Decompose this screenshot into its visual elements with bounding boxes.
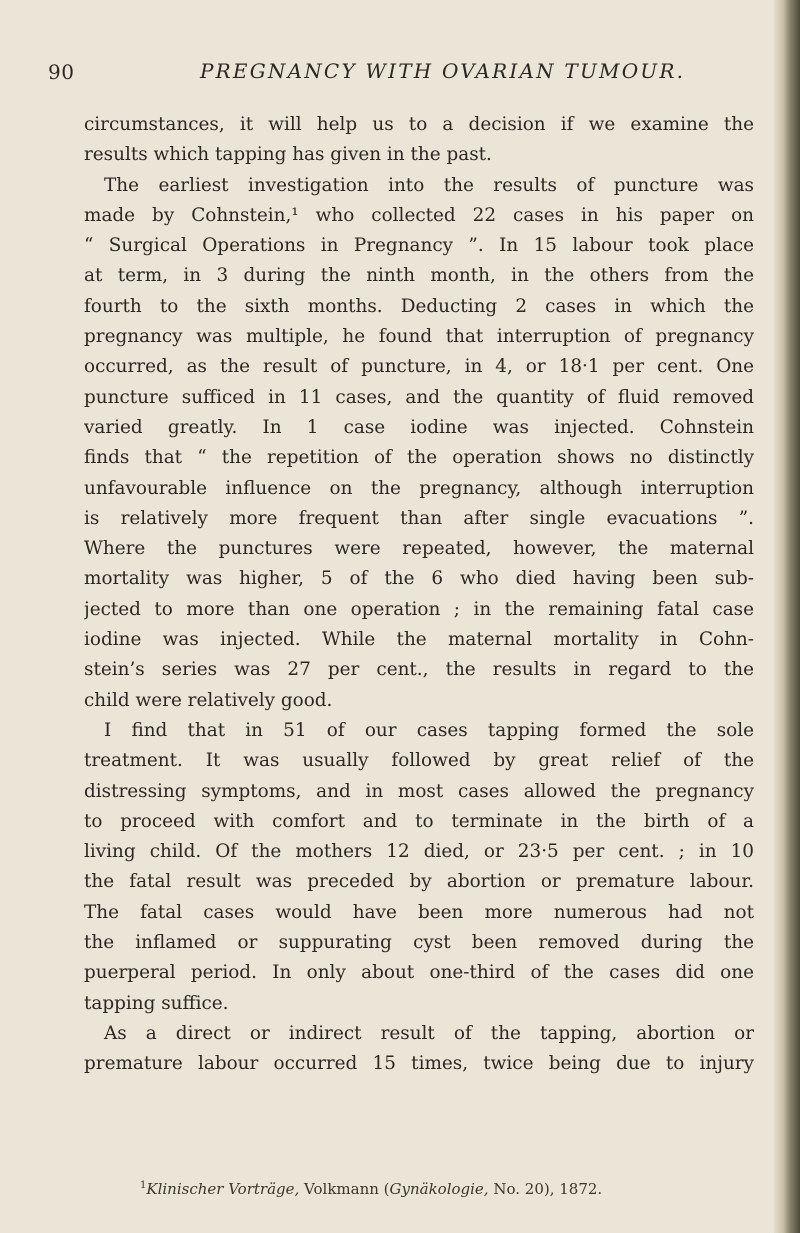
page-number: 90	[48, 60, 75, 84]
text-line: puncture sufficed in 11 cases, and the quantity of fluid removed	[84, 386, 754, 408]
text-line: Where the punctures were repeated, however, the maternal	[84, 538, 754, 560]
text-line: jected to more than one operation ; in the remaining fatal case	[84, 598, 754, 620]
footnote-title: Klinischer Vorträge,	[146, 1180, 300, 1198]
footnote	[140, 1180, 602, 1198]
text-line: at term, in 3 during the ninth month, in the others from the	[84, 265, 754, 287]
text-line: premature labour occurred 15 times, twice being due to injury	[84, 1053, 754, 1075]
text-line: puerperal period. In only about one-third of the cases did one	[84, 962, 754, 984]
footnote-marker: 1	[140, 1180, 147, 1191]
text-line: stein’s series was 27 per cent., the results in regard to the	[84, 659, 754, 681]
text-line: As a direct or indirect result of the tapping, abortion or	[104, 1022, 754, 1044]
text-line: is relatively more frequent than after single evacuations ”.	[84, 507, 754, 529]
page-edge-shadow	[774, 0, 800, 1233]
text-line: the fatal result was preceded by abortion or premature labour.	[84, 871, 754, 893]
text-line: occurred, as the result of puncture, in 4, or 18·1 per cent. One	[84, 356, 754, 378]
text-line: iodine was injected. While the maternal mortality in Cohn-	[84, 629, 754, 651]
footnote-series: Gynäkologie,	[389, 1180, 489, 1198]
text-line: unfavourable influence on the pregnancy, although interruption	[84, 477, 754, 499]
body-text	[84, 110, 754, 1080]
text-line: The fatal cases would have been more numerous had not	[84, 901, 754, 923]
text-line: results which tapping has given in the past.	[84, 144, 492, 166]
text-line: tapping suffice.	[84, 992, 229, 1014]
text-line: pregnancy was multiple, he found that interruption of pregnancy	[84, 326, 754, 348]
page-header	[48, 60, 748, 90]
running-title: PREGNANCY WITH OVARIAN TUMOUR.	[200, 59, 686, 83]
text-line: child were relatively good.	[84, 689, 333, 711]
text-line: finds that “ the repetition of the operation shows no distinctly	[84, 447, 754, 469]
text-line: “ Surgical Operations in Pregnancy ”. In 15 labour took place	[84, 235, 754, 257]
text-line: living child. Of the mothers 12 died, or 23·5 per cent. ; in 10	[84, 841, 754, 863]
text-line: varied greatly. In 1 case iodine was injected. Cohnstein	[84, 416, 754, 438]
text-line: circumstances, it will help us to a decision if we examine the	[84, 114, 754, 135]
text-line: the inflamed or suppurating cyst been removed during the	[84, 932, 754, 954]
text-line: fourth to the sixth months. Deducting 2 cases in which the	[84, 295, 754, 317]
text-line: treatment. It was usually followed by great relief of the	[84, 750, 754, 772]
text-line: made by Cohnstein,¹ who collected 22 cases in his paper on	[84, 204, 754, 226]
text-line: distressing symptoms, and in most cases allowed the pregnancy	[84, 780, 754, 802]
text-line: to proceed with comfort and to terminate in the birth of a	[84, 810, 754, 832]
footnote-publisher: Volkmann (	[299, 1180, 390, 1198]
text-line: The earliest investigation into the results of puncture was	[104, 174, 754, 196]
text-line: mortality was higher, 5 of the 6 who died having been sub-	[84, 568, 754, 590]
footnote-rest: No. 20), 1872.	[488, 1180, 603, 1198]
text-line: I find that in 51 of our cases tapping formed the sole	[104, 719, 754, 741]
